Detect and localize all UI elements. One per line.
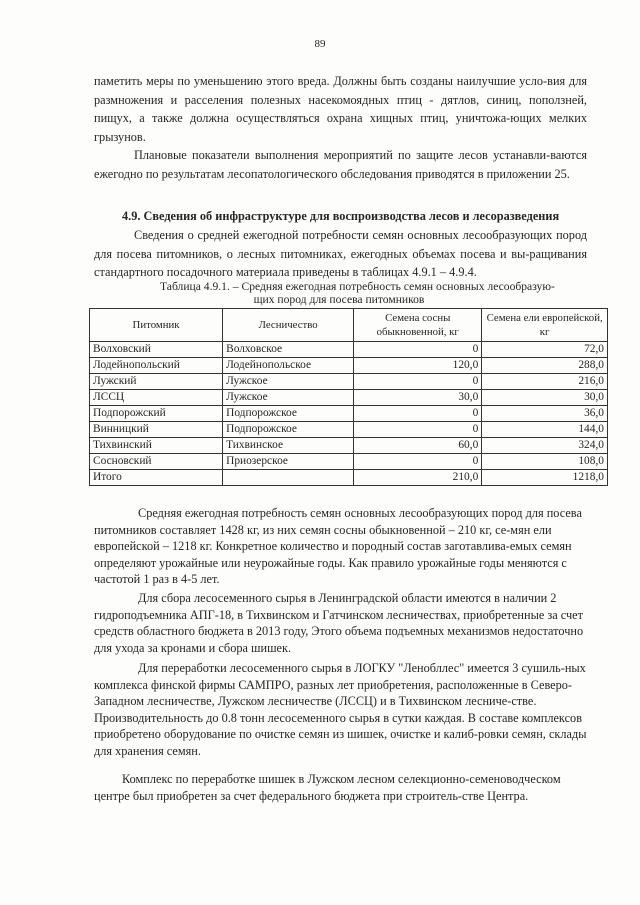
- cell-forestry: Лужское: [223, 374, 354, 390]
- table-row: [90, 374, 608, 390]
- table-row: [90, 390, 608, 406]
- cell-pine: 30,0: [354, 390, 482, 406]
- table-row: [90, 406, 608, 422]
- header-forestry: Лесничество: [223, 309, 354, 342]
- cell-nursery: ЛССЦ: [90, 390, 223, 406]
- cell-pine: 0: [354, 342, 482, 358]
- cell-spruce: 36,0: [482, 406, 608, 422]
- cell-nursery: Винницкий: [90, 422, 223, 438]
- cell-spruce: 108,0: [482, 454, 608, 470]
- seed-demand-table: [89, 308, 608, 486]
- cell-forestry: Лодейнопольское: [223, 358, 354, 374]
- cell-spruce: 144,0: [482, 422, 608, 438]
- cell-spruce: 288,0: [482, 358, 608, 374]
- paragraph-seed-processing: Для переработки лесосеменного сырья в ЛОГКУ "Ленобллес" имеется 3 сушиль-ных комплекса финской фирмы САМПРО, разных лет приобретения, расположенные в Северо-Западном лесничестве, Лужском лесничестве (ЛССЦ) и в Тихвинском лесниче-стве. Производительность до 0.8 тонн лесосеменного сырья в сутки каждая. В составе комплексов приобретено оборудование по очистке семян из шишек, очистке и калиб-ровки семян, склады для хранения семян.: [94, 661, 587, 758]
- table-caption: [160, 280, 590, 306]
- cell-spruce: 216,0: [482, 374, 608, 390]
- table-row: [90, 358, 608, 374]
- cell-forestry: Волховское: [223, 342, 354, 358]
- cell-forestry: Подпорожское: [223, 406, 354, 422]
- cell-nursery: Лодейнопольский: [90, 358, 223, 374]
- table-row: [90, 342, 608, 358]
- paragraph-cone-complex: Комплекс по переработке шишек в Лужском лесном селекционно-семеноводческом центре был приобретен за счет федерального бюджета при строитель-стве Центра.: [94, 772, 561, 803]
- cell-pine: 60,0: [354, 438, 482, 454]
- table-row: [90, 438, 608, 454]
- cell-pine: 0: [354, 454, 482, 470]
- page-number: 89: [314, 38, 326, 50]
- paragraph-bird-protection: паметить меры по уменьшению этого вреда. Должны быть созданы наилучшие усло-вия для размножения и расселения полезных насекомоядных птиц - дятлов, синиц, поползней, пищух, а также должна осуществляться охрана хищных птиц, уничтожа-ющих мелких грызунов.: [94, 74, 587, 144]
- cell-forestry: Подпорожское: [223, 422, 354, 438]
- cell-nursery: Сосновский: [90, 454, 223, 470]
- cell-nursery: Тихвинский: [90, 438, 223, 454]
- table-row: [90, 422, 608, 438]
- paragraph-planned-indicators: Плановые показатели выполнения мероприятий по защите лесов устанавли-ваются ежегодно по результатам лесопатологического обследования приводятся в приложении 25.: [94, 148, 587, 181]
- cell-forestry: Приозерское: [223, 454, 354, 470]
- cell-forestry: Лужское: [223, 390, 354, 406]
- table-total-row: [90, 470, 608, 486]
- header-nursery: Питомник: [90, 309, 223, 342]
- cell-spruce: 30,0: [482, 390, 608, 406]
- cell-spruce: 324,0: [482, 438, 608, 454]
- header-pine-seeds: Семена сосны обыкновенной, кг: [354, 309, 482, 342]
- cell-pine: 0: [354, 406, 482, 422]
- cell-total-spruce: 1218,0: [482, 470, 608, 486]
- paragraph-seed-demand: Средняя ежегодная потребность семян основных лесообразующих пород для посева питомников составляет 1428 кг, из них семян сосны обыкновенной – 210 кг, се-мян ели европейской – 1218 кг. Конкретное количество и породный состав заготавлива-емых семян определяют урожайные или неурожайные годы. Как правило урожайные годы меняются с частотой 1 раз в 4-5 лет.: [94, 506, 582, 587]
- cell-nursery: Лужский: [90, 374, 223, 390]
- cell-spruce: 72,0: [482, 342, 608, 358]
- table-header-row: [90, 309, 608, 342]
- section-heading: 4.9. Сведения об инфраструктуре для воспроизводства лесов и лесоразведения: [122, 209, 560, 223]
- cell-pine: 0: [354, 422, 482, 438]
- paragraph-seed-collection: Для сбора лесосеменного сырья в Ленинградской области имеются в наличии 2 гидроподъемника АПГ-18, в Тихвинском и Гатчинском лесничествах, приобретенные за счет средств областного бюджета в 2013 году, Этого объема подъемных механизмов недостаточно для ухода за кронами и сбора шишек.: [94, 591, 584, 655]
- cell-pine: 0: [354, 374, 482, 390]
- header-spruce-seeds: Семена ели европейской, кг: [482, 309, 608, 342]
- table-caption-line1: Таблица 4.9.1. – Средняя ежегодная потребность семян основных лесообразую-: [160, 280, 555, 293]
- table-caption-line2: щих пород для посева питомников: [253, 293, 425, 306]
- cell-nursery: Подпорожский: [90, 406, 223, 422]
- cell-pine: 120,0: [354, 358, 482, 374]
- table-row: [90, 454, 608, 470]
- cell-total-empty: [223, 470, 354, 486]
- cell-total-label: Итого: [90, 470, 223, 486]
- paragraph-seed-info-intro: Сведения о средней ежегодной потребности семян основных лесообразующих пород для посева питомников, о лесных питомниках, ежегодных объемах посева и вы-ращивания стандартного посадочного материала приведены в таблицах 4.9.1 – 4.9.4.: [94, 228, 587, 280]
- cell-total-pine: 210,0: [354, 470, 482, 486]
- cell-forestry: Тихвинское: [223, 438, 354, 454]
- cell-nursery: Волховский: [90, 342, 223, 358]
